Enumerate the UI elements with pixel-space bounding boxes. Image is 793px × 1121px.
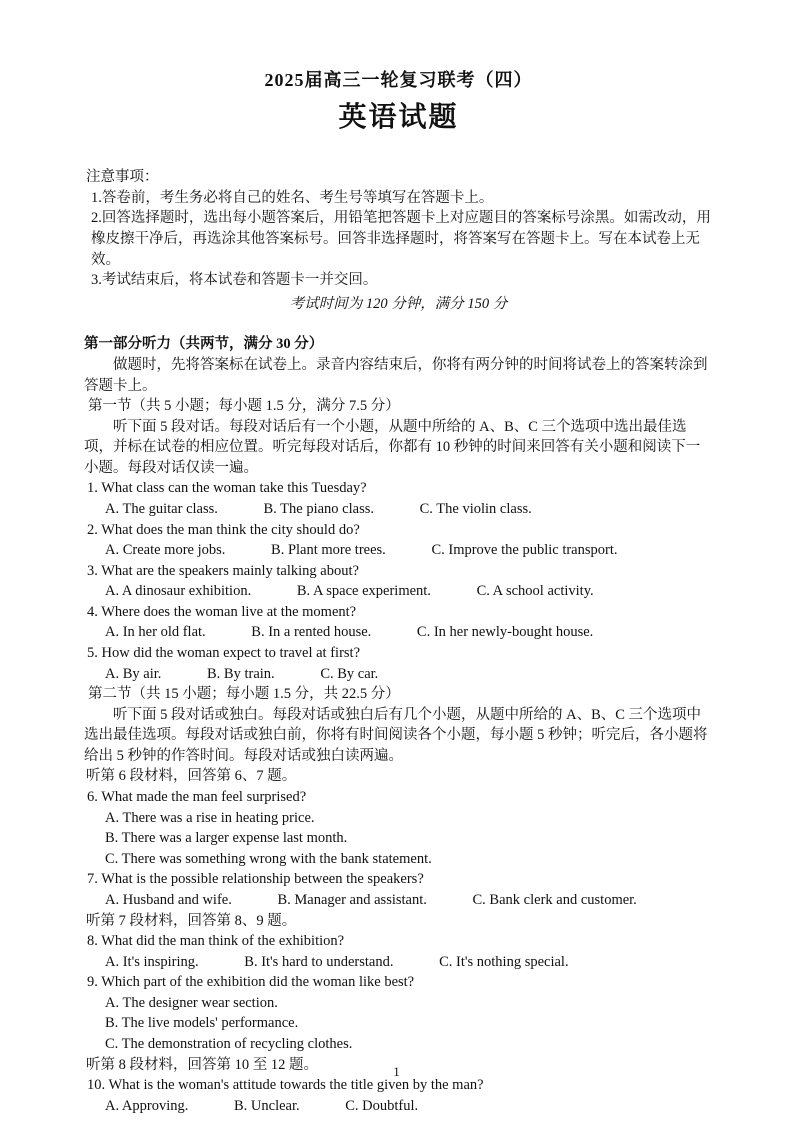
question-2-option-b: B. Plant more trees. — [271, 542, 386, 559]
question-2-options — [84, 540, 713, 561]
material-line-6: 听第 6 段材料，回答第 6、7 题。 — [86, 768, 297, 785]
question-6-option-c: C. There was something wrong with the bank statement. — [105, 850, 432, 867]
notice-heading: 注意事项： — [86, 169, 159, 186]
question-7-options — [84, 890, 713, 911]
question-7-stem: 7. What is the possible relationship between the speakers? — [87, 871, 424, 888]
question-6-options — [84, 808, 713, 870]
question-5-options — [84, 664, 713, 685]
question-1-option-c: C. The violin class. — [419, 500, 532, 517]
notice-section — [84, 167, 713, 314]
question-8 — [84, 931, 713, 972]
question-10-option-c: C. Doubtful. — [345, 1097, 419, 1114]
question-2-option-a: A. Create more jobs. — [105, 542, 226, 559]
question-10-stem: 10. What is the woman's attitude towards the title given by the man? — [87, 1077, 484, 1094]
question-9-stem: 9. Which part of the exhibition did the woman like best? — [87, 974, 415, 991]
notice-item-3: 3.考试结束后，将本试卷和答题卡一并交回。 — [91, 272, 378, 289]
question-10-option-b: B. Unclear. — [234, 1097, 300, 1114]
question-9-option-c: C. The demonstration of recycling clothes. — [105, 1036, 353, 1052]
question-3-option-a: A. A dinosaur exhibition. — [105, 583, 252, 600]
question-10-option-a: A. Approving. — [105, 1097, 189, 1114]
question-5-option-a: A. By air. — [105, 665, 162, 682]
section1-heading: 第一节（共 5 小题；每小题 1.5 分，满分 7.5 分） — [88, 398, 400, 415]
material-line-7: 听第 7 段材料，回答第 8、9 题。 — [86, 912, 297, 929]
question-9-options — [84, 993, 713, 1055]
question-6-stem: 6. What made the man feel surprised? — [87, 789, 307, 806]
question-7-option-c: C. Bank clerk and customer. — [472, 891, 637, 908]
section2-intro: 听下面 5 段对话或独白。每段对话或独白后有几个小题，从题中所给的 A、B、C 三个选项中选出最佳选项。每段对话或独白前，你将有时间阅读各个小题，每小题 5 秒钟；听完后，各小题将给出 5 秒钟的作答时间。每段对话或独白读两遍。 — [84, 706, 708, 764]
question-4-stem: 4. Where does the woman live at the moment? — [87, 603, 357, 620]
question-8-stem: 8. What did the man think of the exhibition? — [87, 933, 345, 950]
question-2-option-c: C. Improve the public transport. — [431, 542, 618, 559]
question-8-option-a: A. It's inspiring. — [105, 953, 199, 970]
question-2-stem: 2. What does the man think the city should do? — [87, 521, 360, 538]
question-4-option-b: B. In a rented house. — [251, 624, 372, 641]
question-5-option-b: B. By train. — [207, 665, 275, 682]
question-10-options — [84, 1096, 713, 1117]
question-1-option-b: B. The piano class. — [263, 500, 374, 517]
exam-time-note: 考试时间为 120 分钟，满分 150 分 — [289, 295, 508, 312]
question-4 — [84, 602, 713, 643]
question-6-option-a: A. There was a rise in heating price. — [105, 809, 315, 826]
question-7-option-b: B. Manager and assistant. — [277, 891, 427, 908]
section1-intro: 听下面 5 段对话。每段对话后有一个小题，从题中所给的 A、B、C 三个选项中选出最佳选项，并标在试卷的相应位置。听完每段对话后，你都有 10 秒钟的时间来回答有关小题和阅读下一小题。每段对话仅读一遍。 — [84, 418, 701, 476]
notice-item-1: 1.答卷前，考生务必将自己的姓名、考生号等填写在答题卡上。 — [91, 189, 494, 206]
exam-subtitle: 英语试题 — [338, 101, 459, 133]
question-2 — [84, 520, 713, 561]
question-4-option-c: C. In her newly-bought house. — [416, 624, 594, 641]
question-5 — [84, 643, 713, 684]
material-line-8: 听第 8 段材料，回答第 10 至 12 题。 — [86, 1056, 318, 1073]
question-8-option-c: C. It's nothing special. — [439, 953, 569, 970]
question-7 — [84, 869, 713, 910]
question-3-option-c: C. A school activity. — [476, 583, 594, 600]
question-6 — [84, 787, 713, 869]
question-9 — [84, 972, 713, 1054]
question-6-option-b: B. There was a larger expense last month. — [105, 830, 348, 847]
question-1 — [84, 478, 713, 519]
question-3 — [84, 561, 713, 602]
question-3-options — [84, 581, 713, 602]
question-1-option-a: A. The guitar class. — [105, 500, 218, 517]
section2-heading: 第二节（共 15 小题；每小题 1.5 分，共 22.5 分） — [88, 686, 400, 703]
part1-intro: 做题时，先将答案标在试卷上。录音内容结束后，你将有两分钟的时间将试卷上的答案转涂到答题卡上。 — [84, 356, 708, 394]
question-8-option-b: B. It's hard to understand. — [244, 953, 394, 970]
question-5-option-c: C. By car. — [320, 665, 379, 682]
question-7-option-a: A. Husband and wife. — [105, 891, 232, 908]
question-4-option-a: A. In her old flat. — [105, 624, 206, 641]
question-5-stem: 5. How did the woman expect to travel at first? — [87, 645, 361, 662]
question-9-option-b: B. The live models' performance. — [105, 1015, 299, 1032]
question-10 — [84, 1075, 713, 1116]
exam-title: 2025届高三一轮复习联考（四） — [264, 70, 533, 90]
question-4-options — [84, 622, 713, 643]
question-8-options — [84, 952, 713, 973]
question-1-options — [84, 499, 713, 520]
question-3-option-b: B. A space experiment. — [296, 583, 431, 600]
page-number: 1 — [393, 1063, 400, 1079]
question-1-stem: 1. What class can the woman take this Tuesday? — [87, 480, 367, 497]
question-3-stem: 3. What are the speakers mainly talking about? — [87, 562, 359, 579]
part1-heading: 第一部分听力（共两节，满分 30 分） — [84, 336, 324, 353]
question-9-option-a: A. The designer wear section. — [105, 994, 278, 1011]
notice-item-2: 2.回答选择题时，选出每小题答案后，用铅笔把答题卡上对应题目的答案标号涂黑。如需改动，用橡皮擦干净后，再选涂其他答案标号。回答非选择题时，将答案写在答题卡上。写在本试卷上无效。 — [91, 210, 711, 268]
part1-listening-section — [84, 334, 713, 1116]
